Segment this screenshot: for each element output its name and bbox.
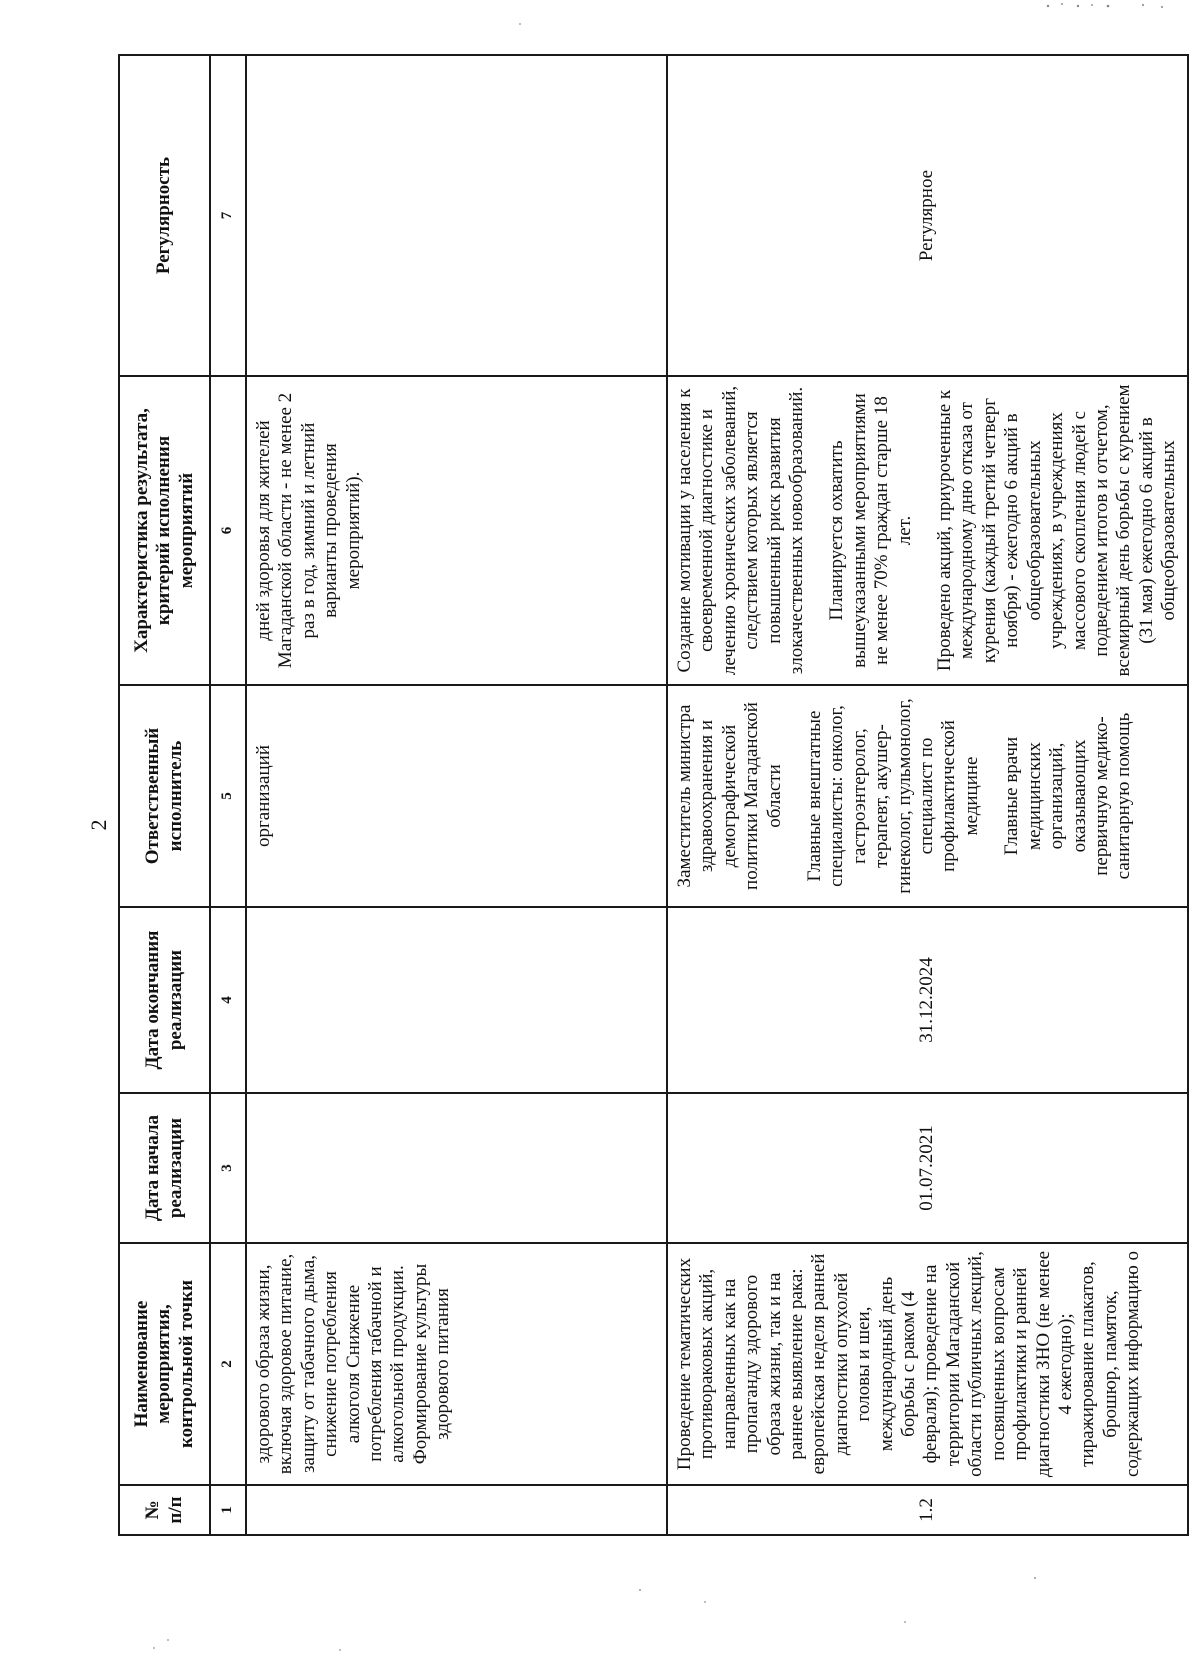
rotated-table-wrapper bbox=[118, 56, 1180, 1536]
column-number: 7 bbox=[210, 55, 246, 376]
row-num-cell: 1.2 bbox=[667, 1485, 1188, 1535]
responsible-deputy-minister: Заместитель министра здравоохранения и демографической политики Магаданской области bbox=[674, 702, 785, 890]
column-number: 3 bbox=[210, 1093, 246, 1243]
result-actions: Проведено акций, приуроченные к международному дню отказа от курения (каждый третий четверг ноября) - ежегодно 6 акций в общеобразовательных учреждениях, в учреждениях массового скопления людей с подведением итогов и отчетом, всемирный день борьбы с курением (31 мая) ежегодно 6 акций в общеобразовательных bbox=[934, 384, 1180, 677]
page-number: 2 bbox=[86, 819, 111, 831]
header-row bbox=[119, 55, 210, 1535]
header-start-date: Дата начала реализации bbox=[119, 1093, 210, 1243]
table-row bbox=[246, 55, 667, 1535]
document-table-container bbox=[118, 56, 1180, 1536]
column-number: 5 bbox=[210, 685, 246, 907]
column-number: 4 bbox=[210, 907, 246, 1093]
row-regularity-cell bbox=[246, 55, 667, 376]
header-responsible: Ответственный исполнитель bbox=[119, 685, 210, 907]
column-number: 2 bbox=[210, 1243, 246, 1485]
table-row bbox=[667, 55, 1188, 1535]
activities-table bbox=[118, 54, 1189, 1536]
column-number: 1 bbox=[210, 1485, 246, 1535]
result-motivation: Создание мотивации у населения к своевременной диагностике и лечению хронических заболеваний, следствием которых является повышенный риск развития злокачественных новообразований. bbox=[674, 385, 808, 676]
row-end-cell bbox=[246, 907, 667, 1093]
header-end-date: Дата окончания реализации bbox=[119, 907, 210, 1093]
row-result-cell: дней здоровья для жителей Магаданской области - не менее 2 раз в год, зимний и летний варианты проведения мероприятий). bbox=[246, 376, 667, 685]
column-number-row bbox=[210, 55, 246, 1535]
header-regularity: Регулярность bbox=[119, 55, 210, 376]
row-result-cell bbox=[667, 376, 1188, 685]
row-name-cell: здорового образа жизни, включая здоровое питание, защиту от табачного дыма, снижение потребления алкоголя Снижение потребления табачной и алкогольной продукции. Формирование культуры здорового питания bbox=[246, 1243, 667, 1485]
result-coverage: Планируется охватить вышеуказанными мероприятиями не менее 70% граждан старше 18 лет. bbox=[826, 393, 915, 668]
row-name-cell: Проведение тематических противораковых акций, направленных как на пропаганду здорового образа жизни, так и на раннее выявление рака: европейская неделя ранней диагностики опухолей головы и шеи, международный день борьбы с раком (4 февраля); проведение на территории Магаданской области публичных лекций, посвященных вопросам профилактики и ранней диагностики ЗНО (не менее 4 ежегодно); тиражирование плакатов, брошюр, памяток, содержащих информацию о bbox=[667, 1243, 1188, 1485]
column-number: 6 bbox=[210, 376, 246, 685]
row-num-cell bbox=[246, 1485, 667, 1535]
row-start-cell: 01.07.2021 bbox=[667, 1093, 1188, 1243]
row-responsible-cell: организаций bbox=[246, 685, 667, 907]
responsible-chief-specialists: Главные внештатные специалисты: онколог, гастроэнтеролог, терапевт, акушер-гинеколог, пульмонолог, специалист по профилактической медицине bbox=[804, 698, 982, 894]
row-regularity-cell: Регулярное bbox=[667, 55, 1188, 376]
row-start-cell bbox=[246, 1093, 667, 1243]
header-name: Наименование мероприятия, контрольной точки bbox=[119, 1243, 210, 1485]
responsible-chief-doctors: Главные врачи медицинских организаций, оказывающих первичную медико-санитарную помощь bbox=[1001, 712, 1135, 880]
row-responsible-cell bbox=[667, 685, 1188, 907]
row-end-cell: 31.12.2024 bbox=[667, 907, 1188, 1093]
header-num: № п/п bbox=[119, 1485, 210, 1535]
header-result: Характеристика результата, критерий исполнения мероприятий bbox=[119, 376, 210, 685]
